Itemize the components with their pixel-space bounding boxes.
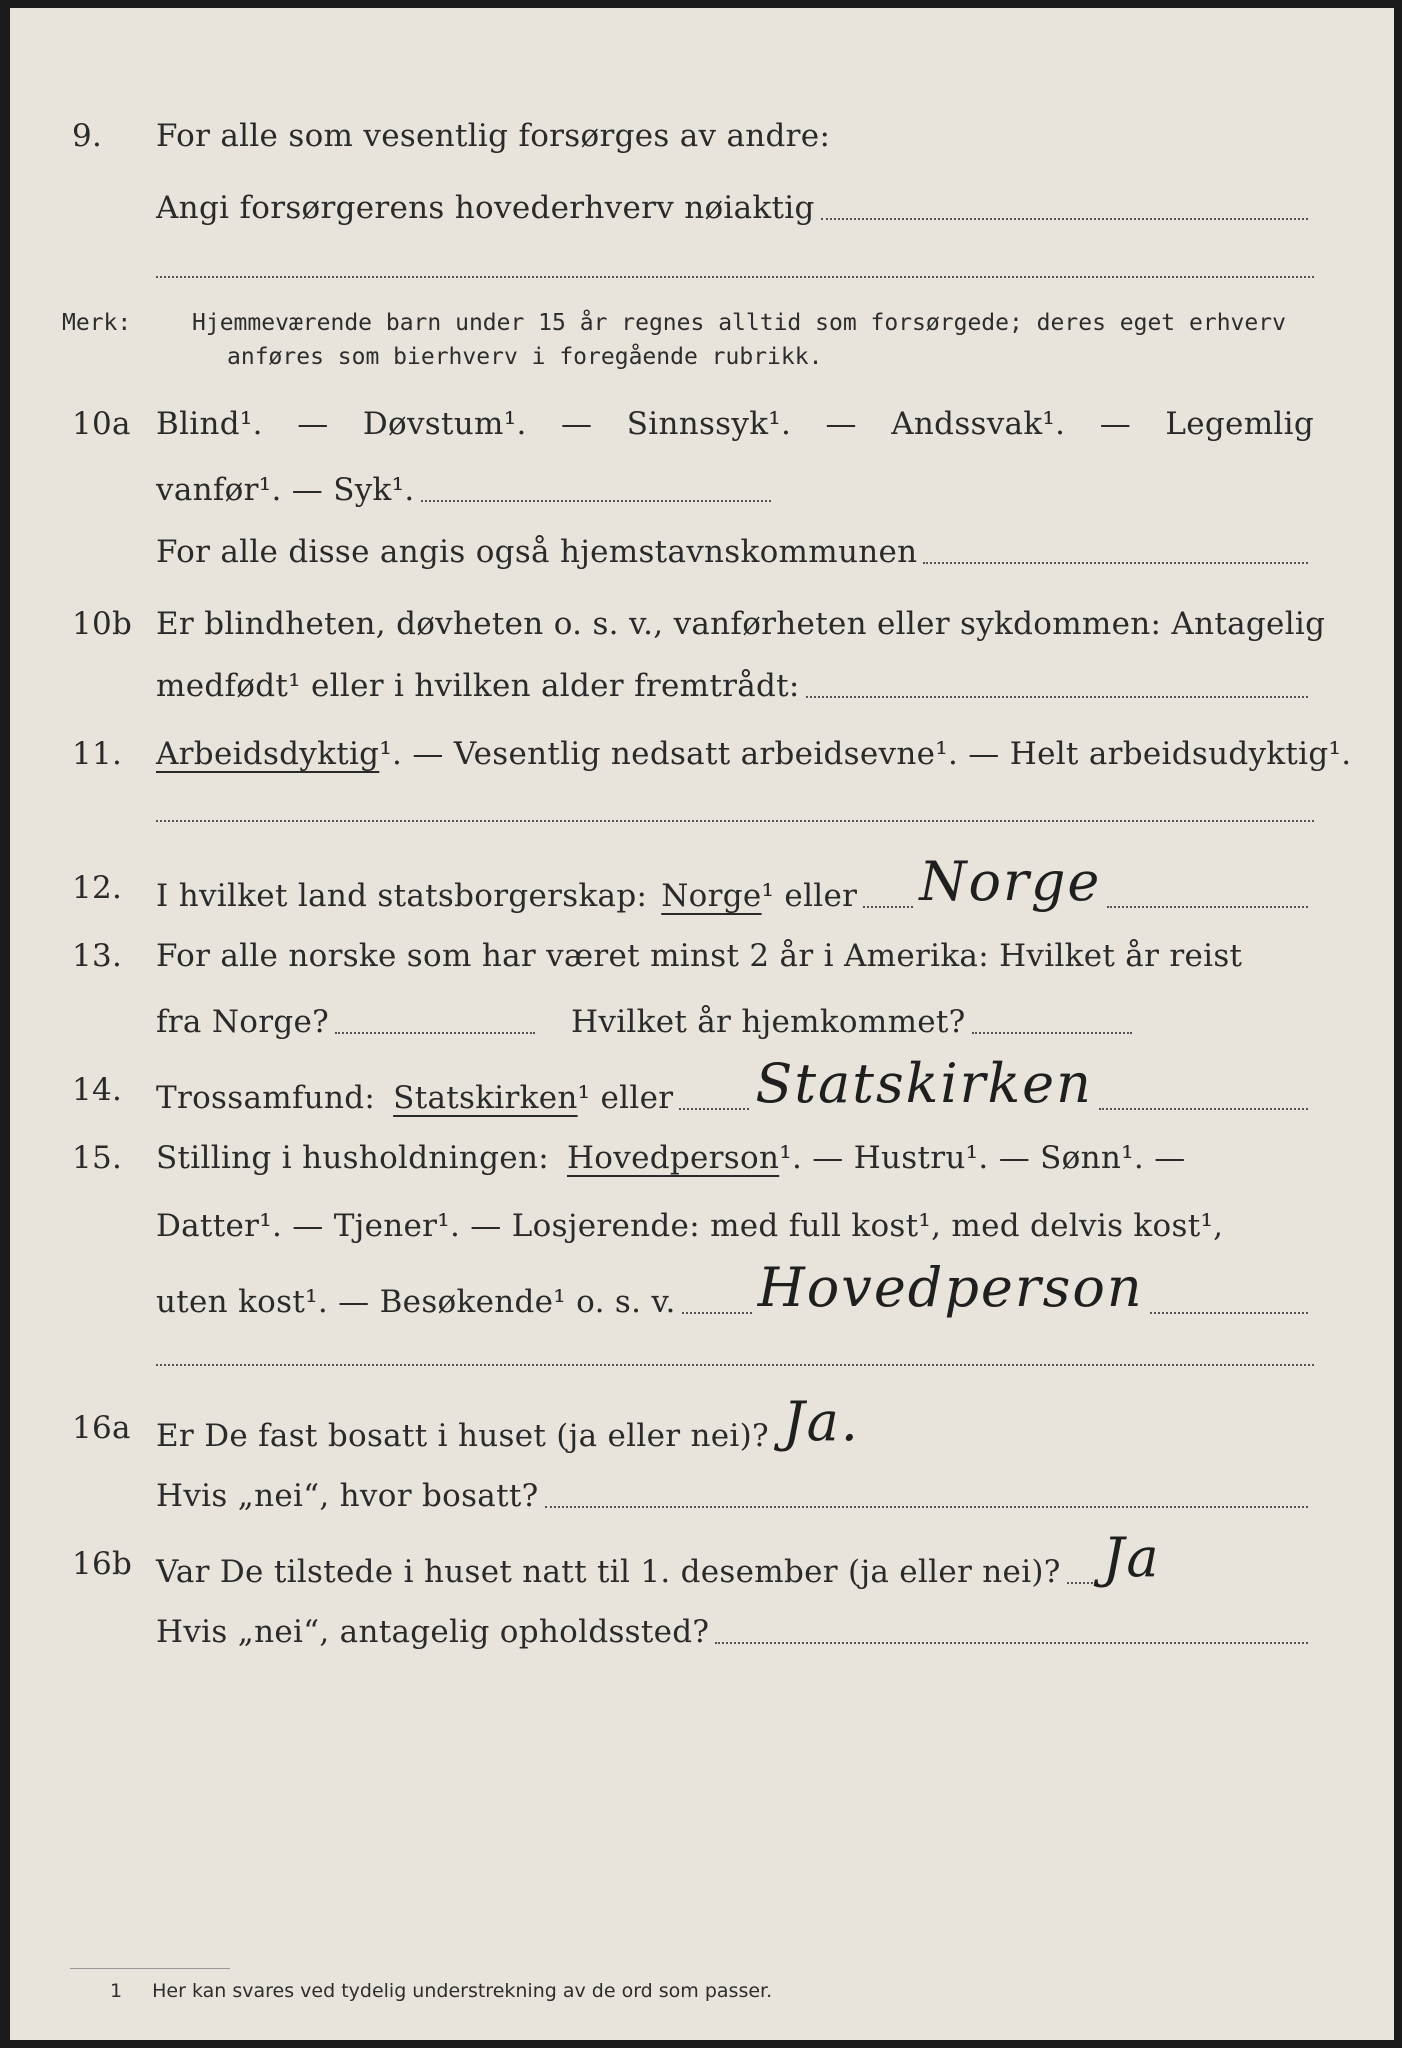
q10a-line2	[10, 466, 1394, 514]
q13-line1	[10, 932, 1394, 980]
q15-number: 15.	[72, 1140, 123, 1176]
q9-line2	[10, 184, 1394, 232]
q15-label: Stilling i husholdningen:	[156, 1140, 549, 1176]
q14-or: ¹ eller	[577, 1080, 674, 1116]
q12-line	[10, 850, 1394, 914]
q14-label: Trossamfund:	[156, 1080, 376, 1116]
merk-line2: anføres som bierhverv i foregående rubrikk.	[227, 344, 823, 370]
q14-line	[10, 1052, 1394, 1116]
q12-number: 12.	[72, 870, 123, 906]
q15-answer-field[interactable]	[1150, 1312, 1308, 1314]
q10a-line3	[10, 528, 1394, 576]
q13-departure-field[interactable]	[335, 1032, 535, 1034]
q15-extra-field[interactable]	[156, 1364, 1314, 1366]
q10a-word: Døvstum¹.	[362, 406, 527, 442]
q13-line2	[10, 998, 1394, 1046]
q10a-word: —	[1099, 406, 1131, 442]
q10a-word: —	[825, 406, 857, 442]
q11-options: ¹. — Vesentlig nedsatt arbeidsevne¹. — Helt arbeidsudyktig¹.	[379, 736, 1352, 772]
q16a-residence-field[interactable]	[545, 1506, 1308, 1508]
merk-label: Merk:	[62, 310, 132, 336]
q10a-word: Sinnssyk¹.	[626, 406, 792, 442]
q15-options-1: ¹. — Hustru¹. — Sønn¹. —	[779, 1140, 1186, 1176]
q10b-line2	[10, 662, 1394, 710]
q9-occupation-field[interactable]	[821, 218, 1308, 220]
q12-label: I hvilket land statsborgerskap:	[156, 878, 648, 914]
q16a-residence-label: Hvis „nei“, hvor bosatt?	[156, 1478, 539, 1514]
q12-answer-field[interactable]	[1107, 906, 1308, 908]
q10b-onset-field[interactable]	[806, 696, 1308, 698]
q13-return-field[interactable]	[972, 1032, 1132, 1034]
q10a-sick-field[interactable]	[421, 500, 771, 502]
q15-options-2: Datter¹. — Tjener¹. — Losjerende: med full kost¹, med delvis kost¹,	[156, 1208, 1224, 1244]
q16a-label: Er De fast bosatt i huset (ja eller nei)?	[156, 1418, 769, 1454]
q16b-number: 16b	[72, 1546, 133, 1582]
q16b-whereabouts-field[interactable]	[715, 1642, 1308, 1644]
q12-or: ¹ eller	[761, 878, 858, 914]
q13-return-label: Hvilket år hjemkommet?	[571, 1004, 966, 1040]
q14-underlined-option: Statskirken	[393, 1080, 578, 1116]
q11-line	[10, 730, 1394, 778]
merk-line1: Hjemmeværende barn under 15 år regnes alltid som forsørgede; deres eget erhverv	[192, 310, 1286, 336]
q13-number: 13.	[72, 938, 123, 974]
q13-text: For alle norske som har været minst 2 år i Amerika: Hvilket år reist	[156, 938, 1243, 974]
q16a-line1	[10, 1390, 1394, 1454]
q10a-word: Blind¹.	[156, 406, 263, 442]
q11-underlined-option: Arbeidsdyktig	[156, 736, 380, 772]
q15-handwritten-answer: Hovedperson	[757, 1256, 1144, 1319]
q10a-word: —	[297, 406, 329, 442]
q16a-line2	[10, 1472, 1394, 1520]
q10a-line1	[10, 400, 1394, 448]
q9-number: 9.	[72, 118, 103, 154]
footnote-mark: 1	[110, 1980, 123, 2002]
q10b-text: Er blindheten, døvheten o. s. v., vanførheten eller sykdommen: Antagelig	[156, 606, 1326, 642]
q10a-word: Andssvak¹.	[891, 406, 1066, 442]
footnote-rule	[70, 1968, 230, 1969]
q10a-home-municipality-field[interactable]	[923, 562, 1308, 564]
q12-handwritten-answer: Norge	[919, 850, 1102, 913]
footnote	[110, 1980, 772, 2002]
q15-underlined-option: Hovedperson	[566, 1140, 780, 1176]
q10a-number: 10a	[72, 406, 131, 442]
q16b-whereabouts-label: Hvis „nei“, antagelig opholdssted?	[156, 1614, 710, 1650]
q9-text: For alle som vesentlig forsørges av andre:	[156, 118, 831, 154]
q15-line1	[10, 1134, 1394, 1182]
q10b-onset-label: medfødt¹ eller i hvilken alder fremtrådt:	[156, 668, 800, 704]
q10b-line1	[10, 600, 1394, 648]
q11-field[interactable]	[156, 820, 1314, 822]
q16b-handwritten-answer: Ja	[1102, 1526, 1161, 1589]
census-form-page	[10, 8, 1394, 2040]
q9-occupation-label: Angi forsørgerens hovederhverv nøiaktig	[156, 190, 815, 226]
q9-line1	[10, 112, 1394, 160]
q13-departure-label: fra Norge?	[156, 1004, 330, 1040]
q12-underlined-option: Norge	[661, 878, 762, 914]
q14-number: 14.	[72, 1072, 123, 1108]
q14-answer-field[interactable]	[1099, 1108, 1308, 1110]
q15-options-3: uten kost¹. — Besøkende¹ o. s. v.	[156, 1284, 676, 1320]
q15-line3	[10, 1256, 1394, 1320]
q16a-handwritten-answer: Ja.	[782, 1390, 860, 1453]
q10a-line2-text: vanfør¹. — Syk¹.	[156, 472, 415, 508]
q9-extra-field[interactable]	[156, 276, 1314, 278]
q10a-home-municipality-label: For alle disse angis også hjemstavnskommunen	[156, 534, 918, 570]
q11-number: 11.	[72, 736, 123, 772]
q16a-number: 16a	[72, 1410, 131, 1446]
q10b-number: 10b	[72, 606, 133, 642]
q10a-word: —	[561, 406, 593, 442]
q15-line2	[10, 1202, 1394, 1250]
q16b-label: Var De tilstede i huset natt til 1. desember (ja eller nei)?	[156, 1554, 1061, 1590]
q14-handwritten-answer: Statskirken	[755, 1052, 1093, 1115]
q16b-line2	[10, 1608, 1394, 1656]
footnote-text: Her kan svares ved tydelig understrekning av de ord som passer.	[152, 1980, 773, 2002]
q16b-line1	[10, 1526, 1394, 1590]
q10a-options	[156, 400, 1314, 448]
q10a-word: Legemlig	[1165, 406, 1314, 442]
